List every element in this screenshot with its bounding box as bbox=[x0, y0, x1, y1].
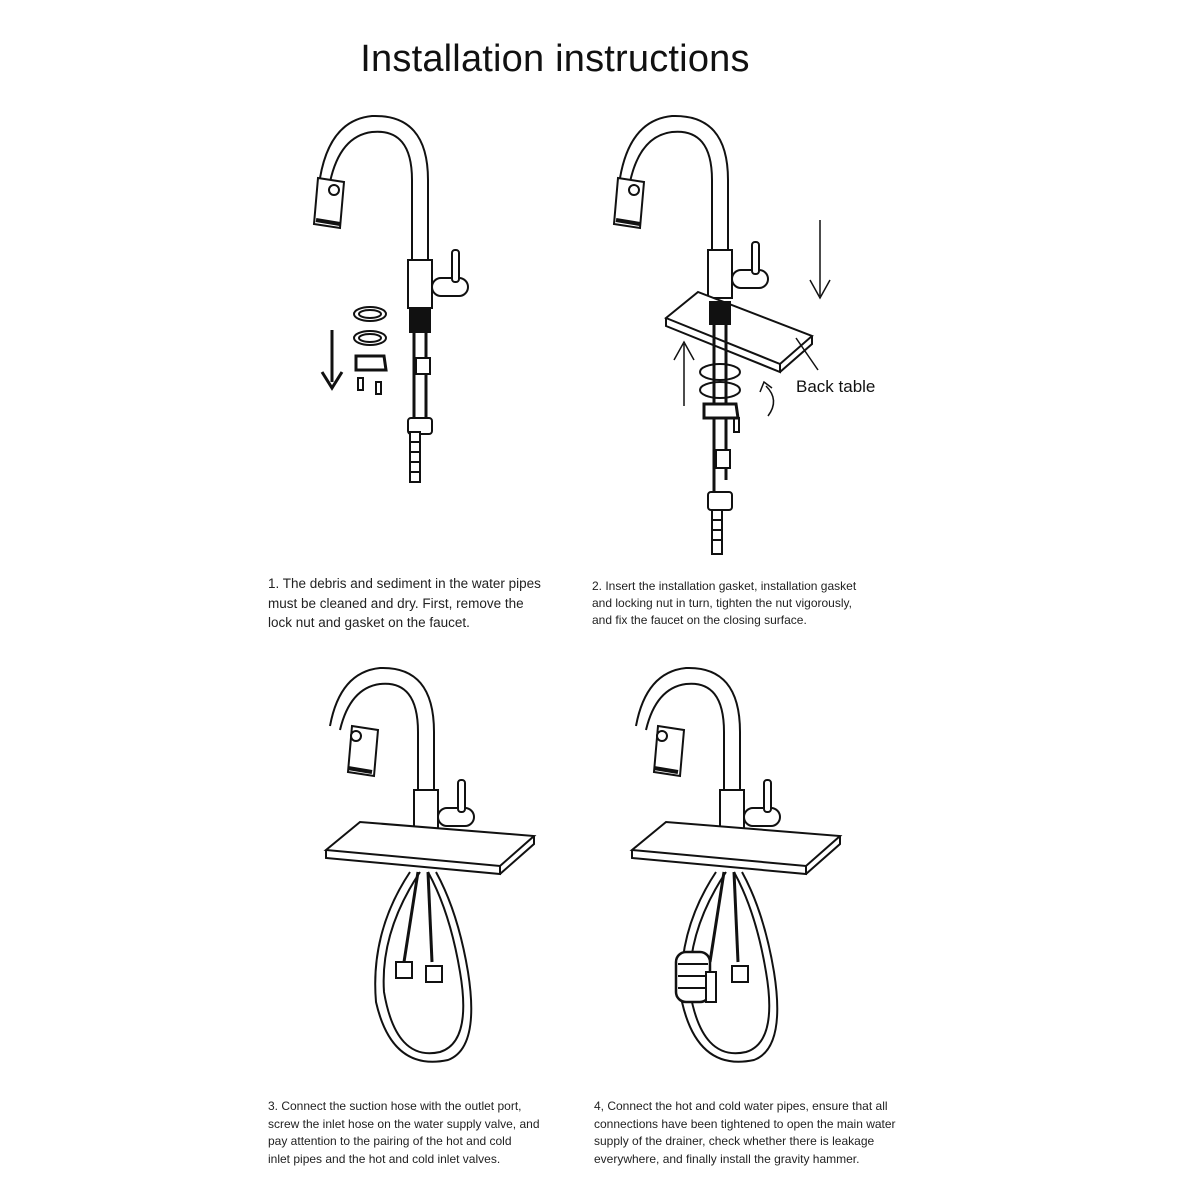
step-3-caption: 3. Connect the suction hose with the outlet port, screw the inlet hose on the water supply valve, and pay attention to the pairing of the hot and cold inlet pipes and the hot and cold inlet valves. bbox=[268, 1099, 540, 1166]
gasket-2 bbox=[700, 382, 740, 398]
spray-button-icon bbox=[329, 185, 339, 195]
thread-section bbox=[410, 308, 430, 332]
step-1-illustration bbox=[300, 120, 500, 500]
step-2-illustration bbox=[600, 120, 900, 560]
step-1-caption: 1. The debris and sediment in the water pipes must be cleaned and dry. First, remove the lock nut and gasket on the faucet. bbox=[268, 576, 541, 630]
step-3-illustration bbox=[300, 672, 560, 1072]
counter-top bbox=[632, 822, 840, 866]
hose-fitting bbox=[416, 358, 430, 374]
inlet-hose-2 bbox=[428, 872, 432, 962]
lever-housing bbox=[432, 278, 468, 296]
gasket-1 bbox=[700, 364, 740, 380]
back-table-label: Back table bbox=[796, 377, 876, 396]
valve-nut-1 bbox=[396, 962, 412, 978]
screw-2 bbox=[376, 382, 381, 394]
lock-nut bbox=[704, 404, 738, 418]
screw-1 bbox=[358, 378, 363, 390]
lever-handle bbox=[452, 250, 459, 282]
spray-button-icon bbox=[351, 731, 361, 741]
step-4-illustration bbox=[606, 672, 866, 1072]
hose-end bbox=[410, 432, 420, 482]
counter-top bbox=[326, 822, 534, 866]
rotate-arrow-icon bbox=[766, 386, 774, 416]
step-4-caption: 4, Connect the hot and cold water pipes, ensure that all connections have been tightened to open the main water supply of the drainer, check whether there is leakage everywhere, and finally install the gravity hammer. bbox=[594, 1099, 896, 1166]
spray-button-icon bbox=[629, 185, 639, 195]
step-2-caption: 2. Insert the installation gasket, installation gasket and locking nut in turn, tighten the nut vigorously, and fix the faucet on the closing surface. bbox=[592, 579, 857, 627]
back-table bbox=[666, 292, 812, 364]
lock-nut bbox=[356, 356, 386, 370]
faucet-body bbox=[408, 260, 432, 308]
valve-nut-2 bbox=[426, 966, 442, 982]
page-title: Installation instructions bbox=[360, 38, 750, 80]
spray-button-icon bbox=[657, 731, 667, 741]
